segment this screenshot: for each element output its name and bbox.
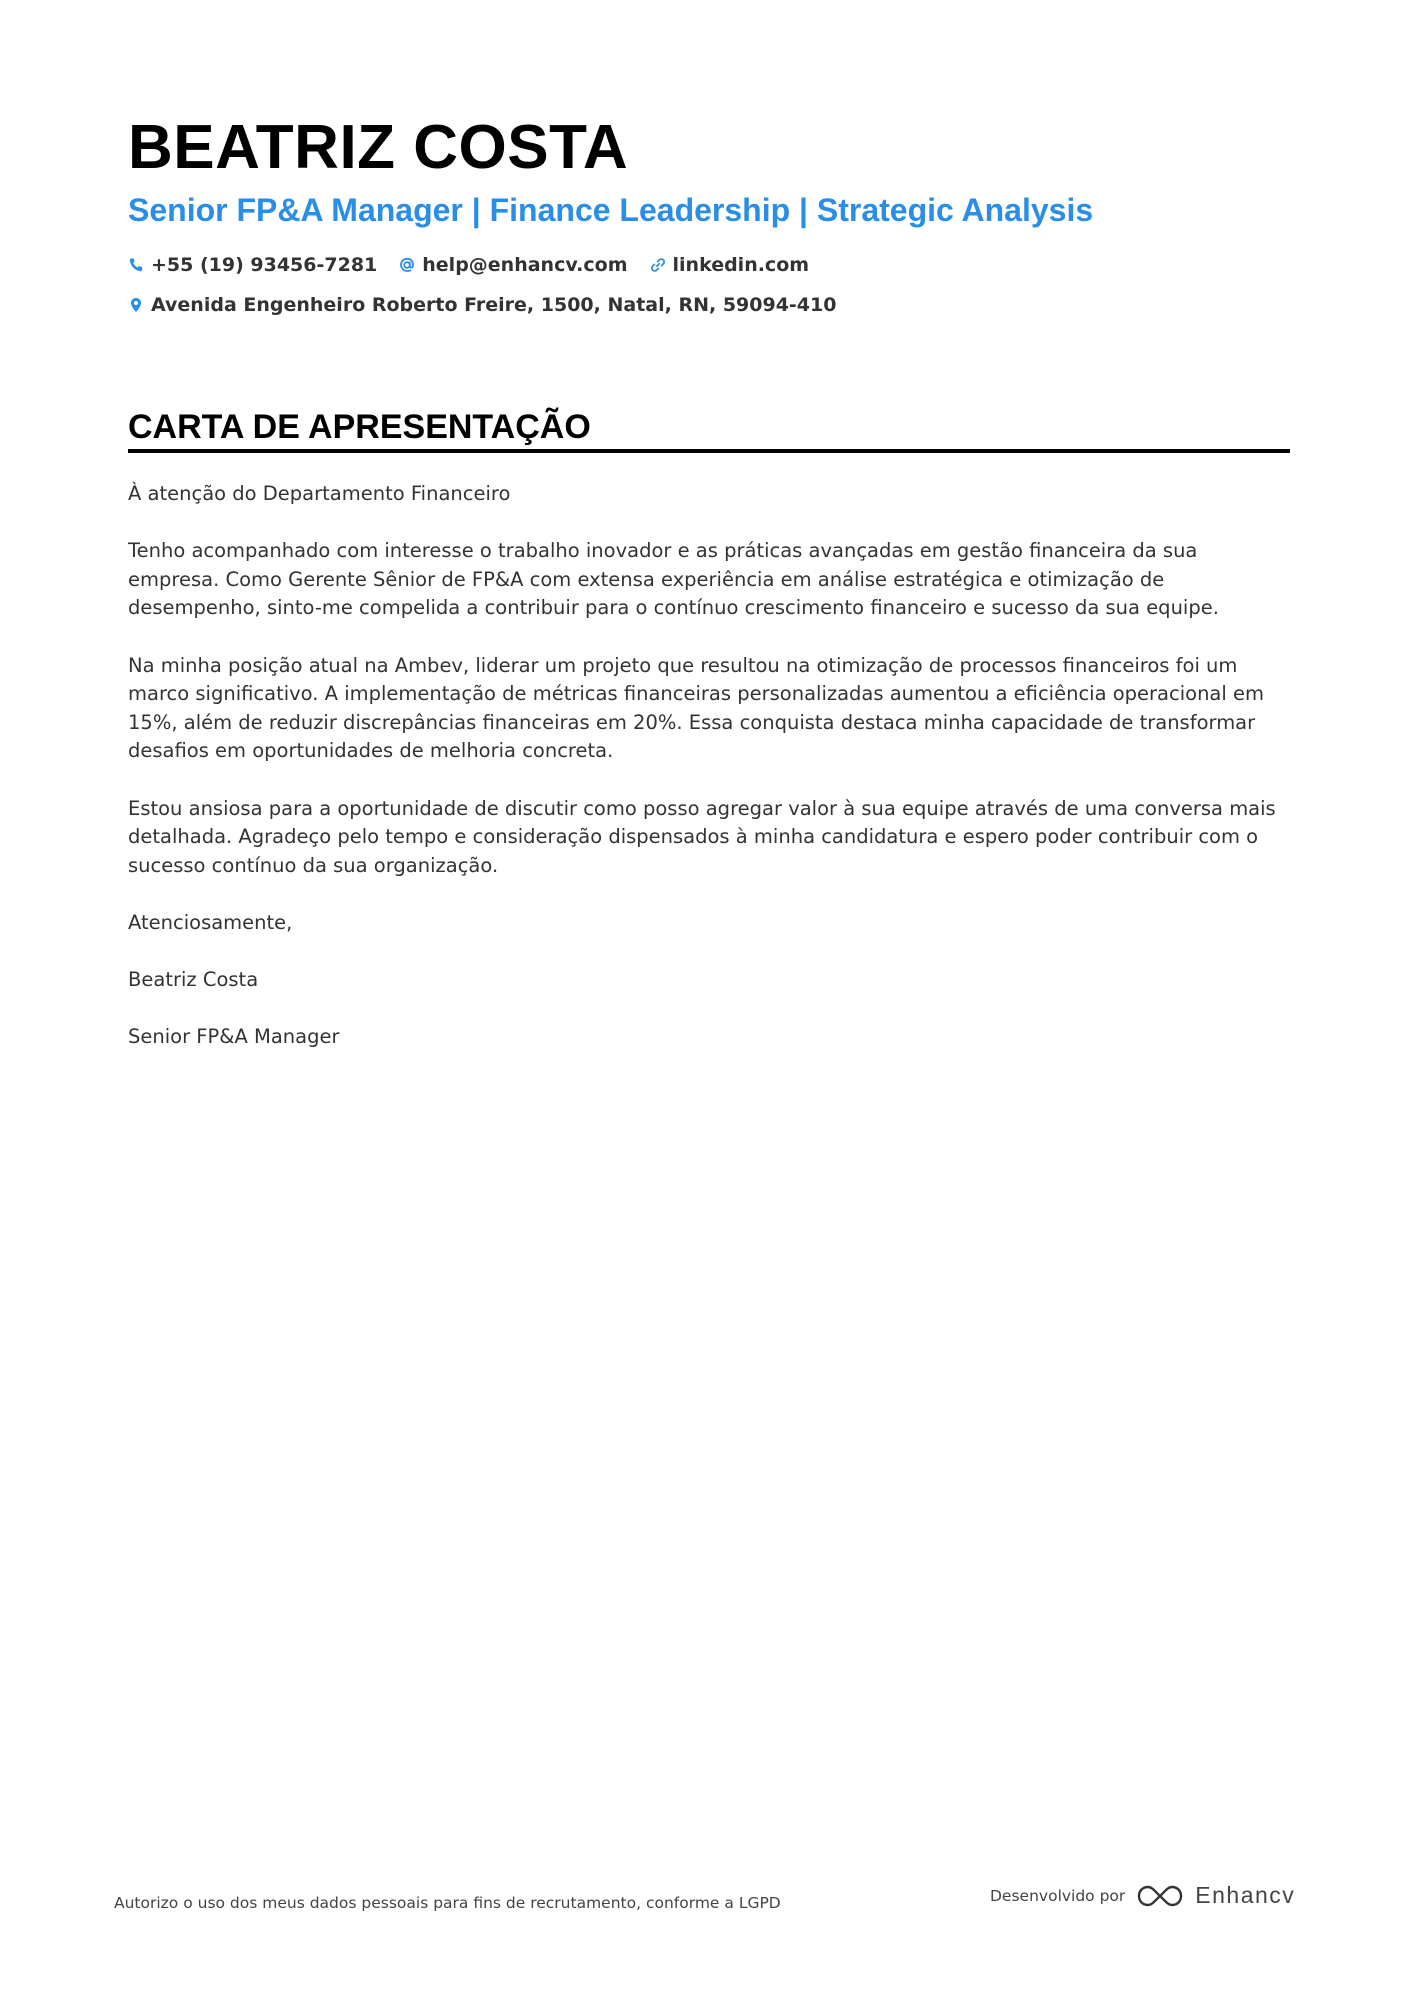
letter-paragraph: Na minha posição atual na Ambev, liderar um projeto que resultou na otimização de processos financeiros foi um marco significativo. A implementação de métricas financeiras personalizadas aumentou a eficiência operacional em 15%, além de reduzir discrepâncias financeiras em 20%. Essa conquista destaca minha capacidade de transformar desafios em oportunidades de melhoria concreta.	[128, 653, 1264, 763]
contact-linkedin[interactable]	[650, 254, 810, 276]
brand-name: Enhancv	[1195, 1882, 1296, 1908]
powered-by[interactable]	[990, 1882, 1295, 1909]
signature-name: Beatriz Costa	[128, 968, 259, 992]
powered-by-label: Desenvolvido por	[990, 1886, 1126, 1905]
at-icon	[399, 257, 415, 273]
section-divider	[128, 449, 1290, 453]
address-text: Avenida Engenheiro Roberto Freire, 1500, Natal, RN, 59094-410	[151, 294, 837, 316]
linkedin-text: linkedin.com	[672, 254, 810, 276]
contact-address	[128, 294, 836, 316]
contact-row-primary	[128, 254, 831, 276]
email-text: help@enhancv.com	[422, 254, 628, 276]
letter-greeting: À atenção do Departamento Financeiro	[128, 482, 511, 505]
enhancv-logo-icon	[1137, 1883, 1183, 1909]
phone-text: +55 (19) 93456-7281	[151, 254, 378, 276]
location-pin-icon	[128, 297, 144, 313]
signature-title: Senior FP&A Manager	[128, 1025, 340, 1049]
contact-phone[interactable]	[128, 254, 377, 276]
letter-paragraph: Estou ansiosa para a oportunidade de discutir como posso agregar valor à sua equipe através de uma conversa mais detalhada. Agradeço pelo tempo e consideração dispensados à minha candidatura e espero poder contribuir com o sucesso contínuo da sua organização.	[128, 796, 1276, 877]
consent-note: Autorizo o uso dos meus dados pessoais para fins de recrutamento, conforme a LGPD	[114, 1894, 781, 1912]
letter-paragraph: Tenho acompanhado com interesse o trabalho inovador e as práticas avançadas em gestão financeira da sua empresa. Como Gerente Sênior de FP&A com extensa experiência em análise estratégica e otimização de desempenho, sinto-me compelida a contribuir para o contínuo crescimento financeiro e sucesso da sua equipe.	[128, 539, 1219, 620]
contact-email[interactable]	[399, 254, 627, 276]
link-icon	[650, 257, 666, 273]
letter-body	[128, 480, 1290, 1080]
candidate-name: BEATRIZ COSTA	[128, 113, 629, 182]
candidate-headline: Senior FP&A Manager | Finance Leadership | Strategic Analysis	[128, 192, 1094, 228]
contact-row-secondary	[128, 294, 858, 316]
letter-closing: Atenciosamente,	[128, 910, 293, 934]
section-title: CARTA DE APRESENTAÇÃO	[128, 408, 591, 446]
phone-icon	[128, 257, 144, 273]
